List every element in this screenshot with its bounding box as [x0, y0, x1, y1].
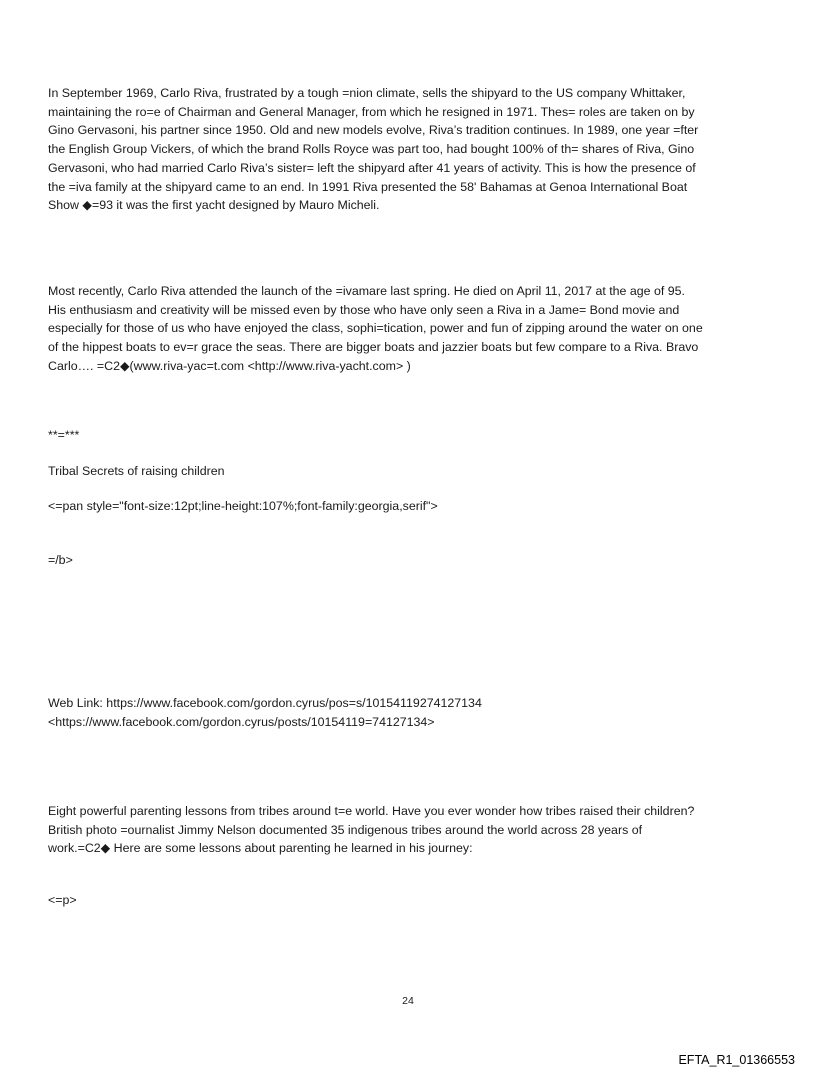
riva-history-paragraph: [48, 84, 774, 215]
html-fragment-bold-close: =/b>: [48, 553, 73, 567]
text-line: Most recently, Carlo Riva attended the launch of the =ivamare last spring. He died on April 11, 2017 at the age of 95.: [48, 284, 686, 298]
text-line: the English Group Vickers, of which the brand Rolls Royce was part too, had bought 100% of th= shares of Riva, Gino: [48, 142, 695, 157]
text-line: In September 1969, Carlo Riva, frustrated by a tough =nion climate, sells the shipyard to the US company Whittaker,: [48, 86, 686, 100]
article-title: Tribal Secrets of raising children: [48, 464, 225, 478]
text-line: Eight powerful parenting lessons from tribes around t=e world. Have you ever wonder how tribes raised their children?: [48, 804, 695, 818]
web-link-line: <https://www.facebook.com/gordon.cyrus/posts/10154119=74127134>: [48, 714, 435, 729]
html-fragment-span: <=pan style="font-size:12pt;line-height:107%;font-family:georgia,serif">: [48, 499, 438, 513]
text-line: His enthusiasm and creativity will be missed even by those who have only seen a Riva in a Jame= Bond movie and: [48, 302, 680, 317]
html-fragment-paragraph: <=p>: [48, 893, 77, 907]
text-line: Show ◆=93 it was the first yacht designed by Mauro Micheli.: [48, 198, 380, 213]
text-line: maintaining the ro=e of Chairman and General Manager, from which he resigned in 1971. Thes= roles are taken on by: [48, 104, 695, 119]
text-line: Gervasoni, who had married Carlo Riva’s sister= left the shipyard after 41 years of activity. This is how the presence of: [48, 160, 696, 175]
web-link-line: Web Link: https://www.facebook.com/gordon.cyrus/pos=s/10154119274127134: [48, 696, 482, 710]
text-line: Gino Gervasoni, his partner since 1950. Old and new models evolve, Riva’s tradition continues. In 1989, one year =fter: [48, 123, 699, 138]
tribal-intro-paragraph: [48, 802, 774, 858]
text-line: Carlo…. =C2◆(www.riva-yac=t.com <http://www.riva-yacht.com> ): [48, 358, 411, 373]
page-number: 24: [402, 995, 414, 1007]
riva-tribute-paragraph: [48, 282, 774, 376]
text-line: of the hippest boats to ev=r grace the seas. There are bigger boats and jazzier boats but few compare to a Riva. Bravo: [48, 340, 699, 355]
text-line: work.=C2◆ Here are some lessons about parenting he learned in his journey:: [48, 841, 473, 856]
section-separator: **=***: [48, 428, 80, 442]
text-line: especially for those of us who have enjoyed the class, sophi=tication, power and fun of zipping around the water on one: [48, 321, 703, 336]
text-line: the =iva family at the shipyard came to an end. In 1991 Riva presented the 58' Bahamas at Genoa International Boat: [48, 179, 688, 194]
document-id: EFTA_R1_01366553: [678, 1053, 795, 1067]
web-link-paragraph: [48, 694, 774, 731]
text-line: British photo =ournalist Jimmy Nelson documented 35 indigenous tribes around the world across 28 years of: [48, 822, 643, 837]
